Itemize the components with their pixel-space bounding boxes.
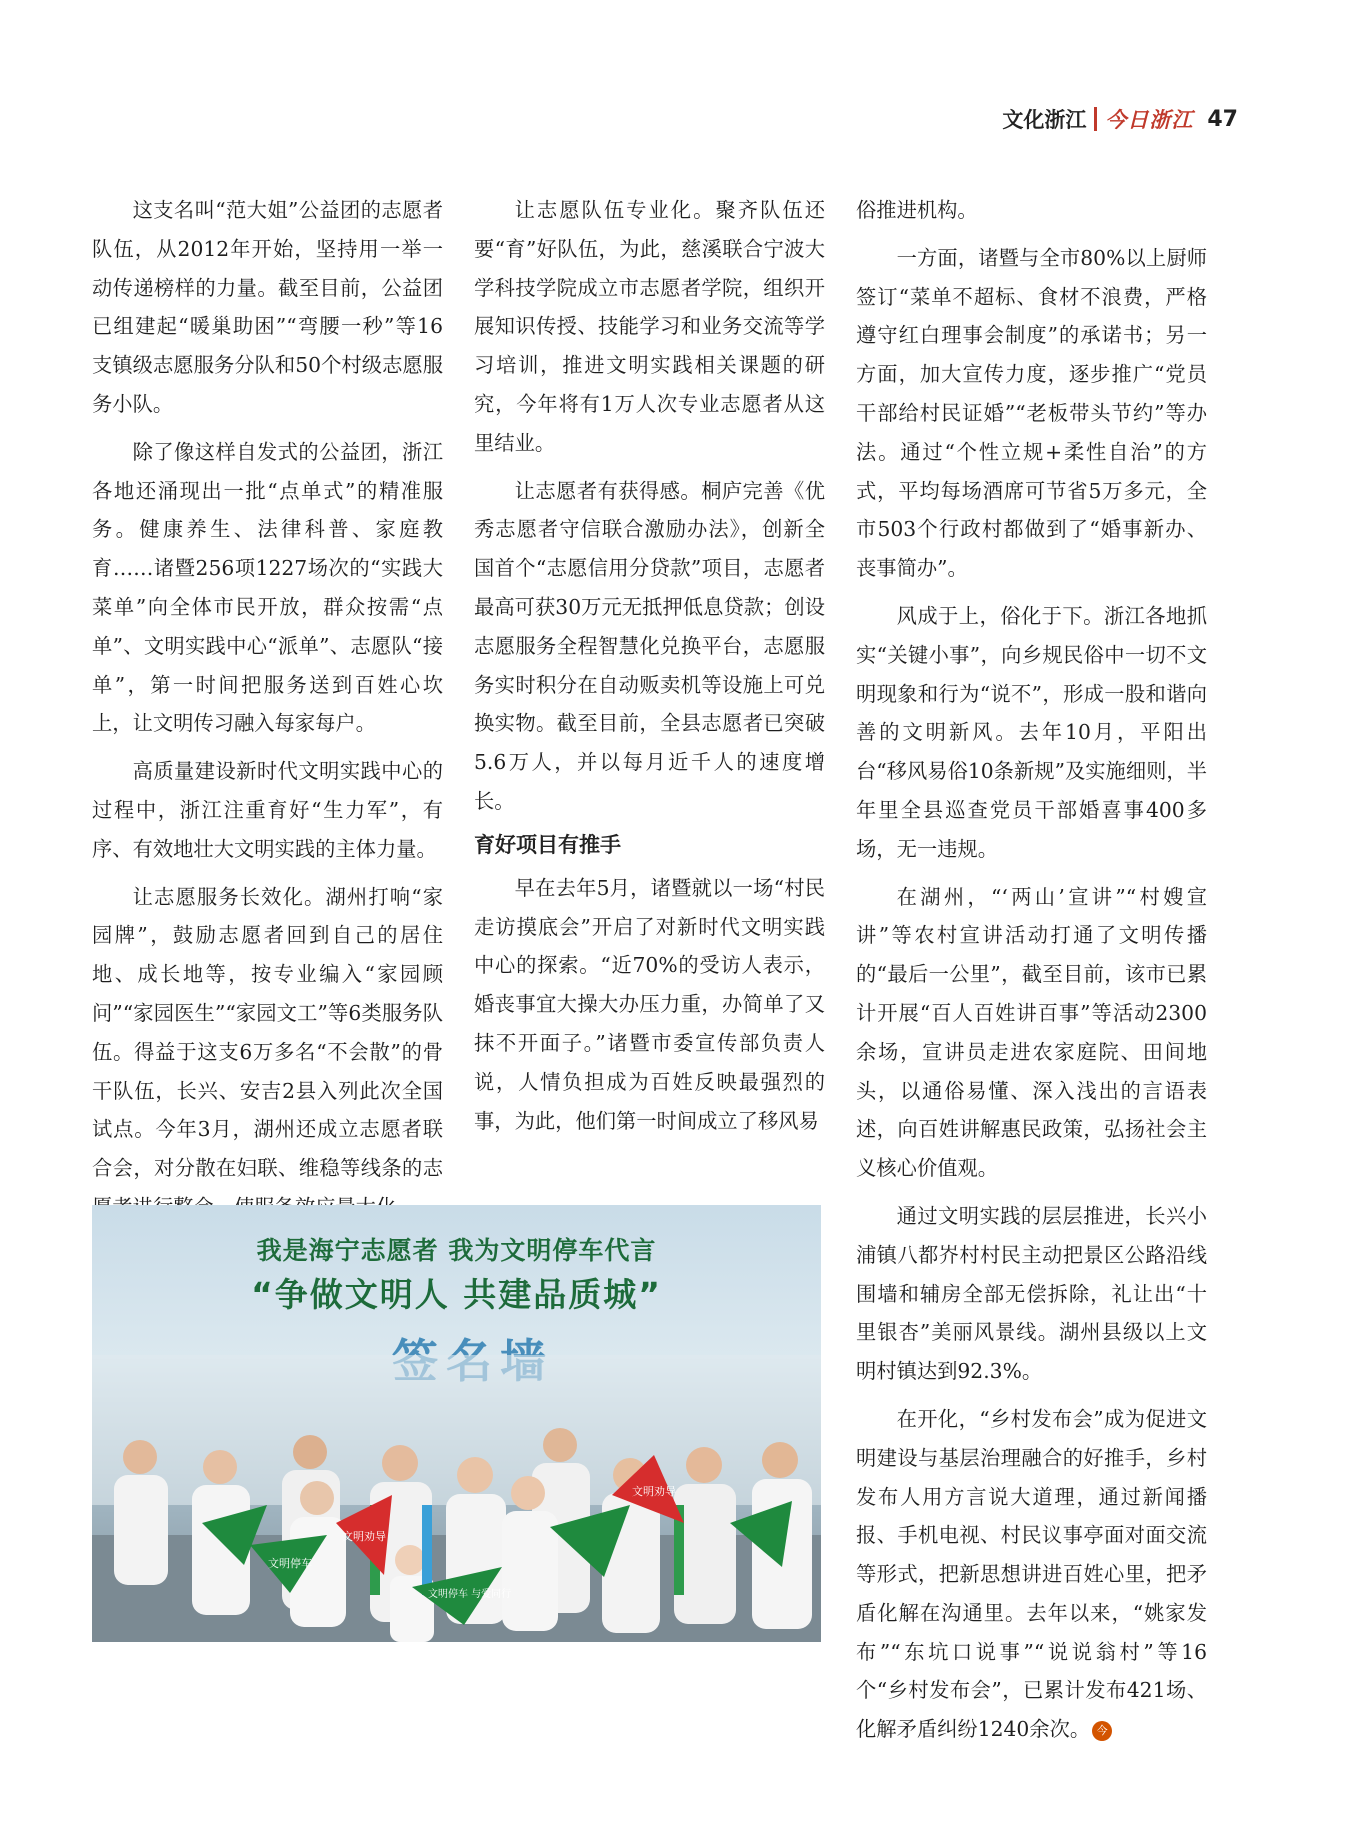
section-title: 文化浙江 <box>1002 108 1087 132</box>
paragraph: 在湖州，“‘两山’宣讲”“村嫂宣讲”等农村宣讲活动打通了文明传播的“最后一公里”，截至目前，该市已累计开展“百人百姓讲百事”等活动2300余场，宣讲员走进农家庭院、田间地头，以通俗易懂、深入浅出的言语表述，向百姓讲解惠民政策，弘扬社会主义核心价值观。 <box>856 884 1207 1181</box>
flag-text: 文明停车 <box>268 1557 312 1570</box>
paragraph: 除了像这样自发式的公益团，浙江各地还涌现出一批“点单式”的精准服务。健康养生、法律科普、家庭教育……诸暨256项1227场次的“实践大菜单”向全体市民开放，群众按需“点单”、文明实践中心“派单”、志愿队“接单”，第一时间把服务送到百姓心坎上，让文明传习融入每家每户。 <box>92 439 443 736</box>
column-3 <box>856 191 1207 1749</box>
paragraph: 高质量建设新时代文明实践中心的过程中，浙江注重育好“生力军”，有序、有效地壮大文明实践的主体力量。 <box>92 759 443 861</box>
paragraph: 早在去年5月，诸暨就以一场“村民走访摸底会”开启了对新时代文明实践中心的探索。“近70%的受访人表示，婚丧事宜大操大办压力重，办简单了又抹不开面子。”诸暨市委宣传部负责人说，人情负担成为百姓反映最强烈的事，为此，他们第一时间成立了移风易 <box>474 875 825 1133</box>
paragraph: 让志愿队伍专业化。聚齐队伍还要“育”好队伍，为此，慈溪联合宁波大学科技学院成立市志愿者学院，组织开展知识传授、技能学习和业务交流等学习培训，推进文明实践相关课题的研究，今年将有1万人次专业志愿者从这里结业。 <box>474 198 825 455</box>
volunteer-photo <box>92 1205 821 1642</box>
flag-text: 文明劝导 <box>342 1530 386 1543</box>
paragraph: 风成于上，俗化于下。浙江各地抓实“关键小事”，向乡规民俗中一切不文明现象和行为“说不”，形成一股和谐向善的文明新风。去年10月，平阳出台“移风易俗10条新规”及实施细则，半年里全县巡查党员干部婚喜事400多场，无一违规。 <box>856 603 1207 861</box>
paragraph: 让志愿者有获得感。桐庐完善《优秀志愿者守信联合激励办法》，创新全国首个“志愿信用分贷款”项目，志愿者最高可获30万元无抵押低息贷款；创设志愿服务全程智慧化兑换平台，志愿服务实时积分在自动贩卖机等设施上可兑换实物。截至目前，全县志愿者已突破5.6万人，并以每月近千人的速度增长。 <box>474 478 825 813</box>
paragraph: 让志愿服务长效化。湖州打响“家园牌”，鼓励志愿者回到自己的居住地、成长地等，按专业编入“家园顾问”“家园医生”“家园文工”等6类服务队伍。得益于这支6万多名“不会散”的骨干队伍，长兴、安吉2县入列此次全国试点。今年3月，湖州还成立志愿者联合会，对分散在妇联、维稳等线条的志 <box>92 884 443 1181</box>
volunteers-group-illustration <box>92 1205 821 1642</box>
column-1 <box>92 191 443 1227</box>
paragraph-continued: 俗推进机构。 <box>856 198 978 222</box>
page-number: 47 <box>1207 106 1238 132</box>
end-mark-icon: 今 <box>1092 1721 1112 1741</box>
paragraph-last <box>856 1400 1207 1749</box>
flag-text: 文明停车 与爱同行 <box>428 1589 512 1600</box>
column-2 <box>474 191 825 1140</box>
header-divider <box>1094 107 1097 131</box>
paragraph: 一方面，诸暨与全市80%以上厨师签订“菜单不超标、食材不浪费，严格遵守红白理事会制度”的承诺书；另一方面，加大宣传力度，逐步推广“党员干部给村民证婚”“老板带头节约”等办法。通过“个性立规+柔性自治”的方式，平均每场酒席可节省5万多元，全市503个行政村都做到了“婚事新办、丧事简办”。 <box>856 245 1207 581</box>
paragraph: 通过文明实践的层层推进，长兴小浦镇八都岕村村民主动把景区公路沿线围墙和辅房全部无偿拆除，礼让出“十里银杏”美丽风景线。湖州县级以上文明村镇达到92.3%。 <box>856 1203 1207 1384</box>
section-subheading: 育好项目有推手 <box>474 832 621 857</box>
banner-headline: “争做文明人 共建品质城” <box>251 1275 662 1314</box>
flag-text: 文明劝导 <box>632 1485 676 1498</box>
banner-slogan: 我是海宁志愿者 我为文明停车代言 <box>256 1236 657 1265</box>
paragraph-text: 在开化，“乡村发布会”成为促进文明建设与基层治理融合的好推手，乡村发布人用方言说大道理，通过新闻播报、手机电视、村民议事亭面对面交流等形式，把新思想讲进百姓心里，把矛盾化解在沟通里。去年以来，“姚家发布”“东坑口说事”“说说翁村”等16个“乡村发布会”，已累计发布421场、化解矛盾纠纷1240余次。 <box>856 1406 1207 1742</box>
magazine-logo: 今日浙江 <box>1105 108 1194 132</box>
paragraph: 这支名叫“范大姐”公益团的志愿者队伍，从2012年开始，坚持用一举一动传递榜样的力量。截至目前，公益团已组建起“暖巢助困”“弯腰一秒”等16支镇级志愿服务分队和50个村级志愿服务小队。 <box>92 198 443 416</box>
page-header <box>1002 104 1238 134</box>
